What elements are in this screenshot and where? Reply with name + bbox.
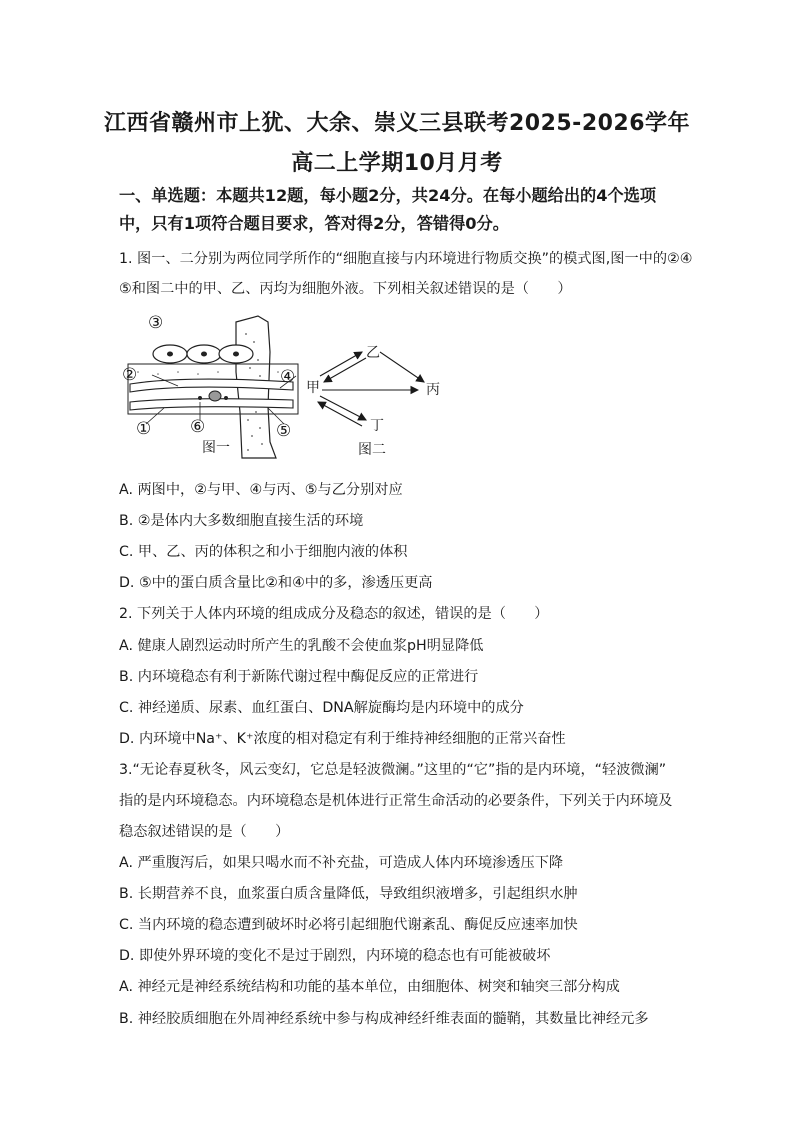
- question-1-option-c: C. 甲、乙、丙的体积之和小于细胞内液的体积: [119, 544, 408, 560]
- question-3-option-c: C. 当内环境的稳态遭到破坏时必将引起细胞代谢紊乱、酶促反应速率加快: [119, 917, 578, 933]
- question-3-option-a: A. 严重腹泻后，如果只喝水而不补充盐，可造成人体内环境渗透压下降: [119, 855, 564, 871]
- question-3-option-d: D. 即使外界环境的变化不是过于剧烈，内环境的稳态也有可能被破坏: [119, 948, 551, 964]
- question-3-stem-line-1: 3.“无论春夏秋冬，风云变幻，它总是轻波微澜。”这里的“它”指的是内环境，“轻波微澜”: [119, 762, 667, 778]
- small-cell: [224, 396, 228, 400]
- label-1: ①: [136, 419, 152, 439]
- question-1-stem-line-1: 1. 图一、二分别为两位同学所作的“细胞直接与内环境进行物质交换”的模式图,图一中的②④: [119, 251, 693, 267]
- node-bing: 丙: [426, 382, 440, 398]
- question-1-option-b: B. ②是体内大多数细胞直接生活的环境: [119, 513, 364, 529]
- question-4-option-b: B. 神经胶质细胞在外周神经系统中参与构成神经纤维表面的髓鞘，其数量比神经元多: [119, 1011, 649, 1027]
- question-4-option-a: A. 神经元是神经系统结构和功能的基本单位，由细胞体、树突和轴突三部分构成: [119, 979, 620, 995]
- label-6: ⑥: [190, 417, 206, 437]
- document-title-line-1: 江西省赣州市上犹、大余、崇义三县联考2025-2026学年: [103, 111, 691, 136]
- document-title-line-2: 高二上学期10月月考: [291, 151, 503, 176]
- question-1-option-a: A. 两图中，②与甲、④与丙、⑤与乙分别对应: [119, 482, 403, 498]
- question-2-option-a: A. 健康人剧烈运动时所产生的乳酸不会使血浆pH明显降低: [119, 638, 484, 654]
- figure-2-arrows: [318, 352, 424, 426]
- question-1-figure: [118, 312, 448, 462]
- question-1-option-d: D. ⑤中的蛋白质含量比②和④中的多，渗透压更高: [119, 575, 433, 591]
- question-3-option-b: B. 长期营养不良，血浆蛋白质含量降低，导致组织液增多，引起组织水肿: [119, 886, 578, 902]
- question-2-option-d: D. 内环境中Na⁺、K⁺浓度的相对稳定有利于维持神经细胞的正常兴奋性: [119, 731, 566, 747]
- label-4: ④: [280, 367, 296, 387]
- question-3-stem-line-2: 指的是内环境稳态。内环境稳态是机体进行正常生命活动的必要条件，下列关于内环境及: [119, 793, 673, 809]
- question-1-stem-line-2: ⑤和图二中的甲、乙、丙均为细胞外液。下列相关叙述错误的是（ ）: [119, 281, 572, 297]
- tissue-cells: [153, 345, 253, 363]
- figure-2-caption: 图二: [358, 442, 386, 458]
- label-2: ②: [122, 365, 138, 385]
- question-2-stem: 2. 下列关于人体内环境的组成成分及稳态的叙述，错误的是（ ）: [119, 606, 549, 622]
- section-heading-line-1: 一、单选题：本题共12题，每小题2分，共24分。在每小题给出的4个选项: [119, 186, 657, 205]
- label-5: ⑤: [276, 421, 292, 441]
- node-ding: 丁: [370, 418, 384, 434]
- node-yi: 乙: [366, 345, 380, 361]
- question-3-stem-line-3: 稳态叙述错误的是（ ）: [119, 824, 290, 840]
- figure-diagram: [118, 312, 448, 462]
- blood-cell: [209, 391, 221, 401]
- node-jia: 甲: [306, 380, 320, 396]
- small-cell: [198, 396, 202, 400]
- label-3: ③: [148, 313, 164, 333]
- question-2-option-c: C. 神经递质、尿素、血红蛋白、DNA解旋酶均是内环境中的成分: [119, 700, 524, 716]
- question-2-option-b: B. 内环境稳态有利于新陈代谢过程中酶促反应的正常进行: [119, 669, 479, 685]
- figure-1-caption: 图一: [202, 440, 230, 456]
- section-heading-line-2: 中，只有1项符合题目要求，答对得2分，答错得0分。: [119, 214, 509, 233]
